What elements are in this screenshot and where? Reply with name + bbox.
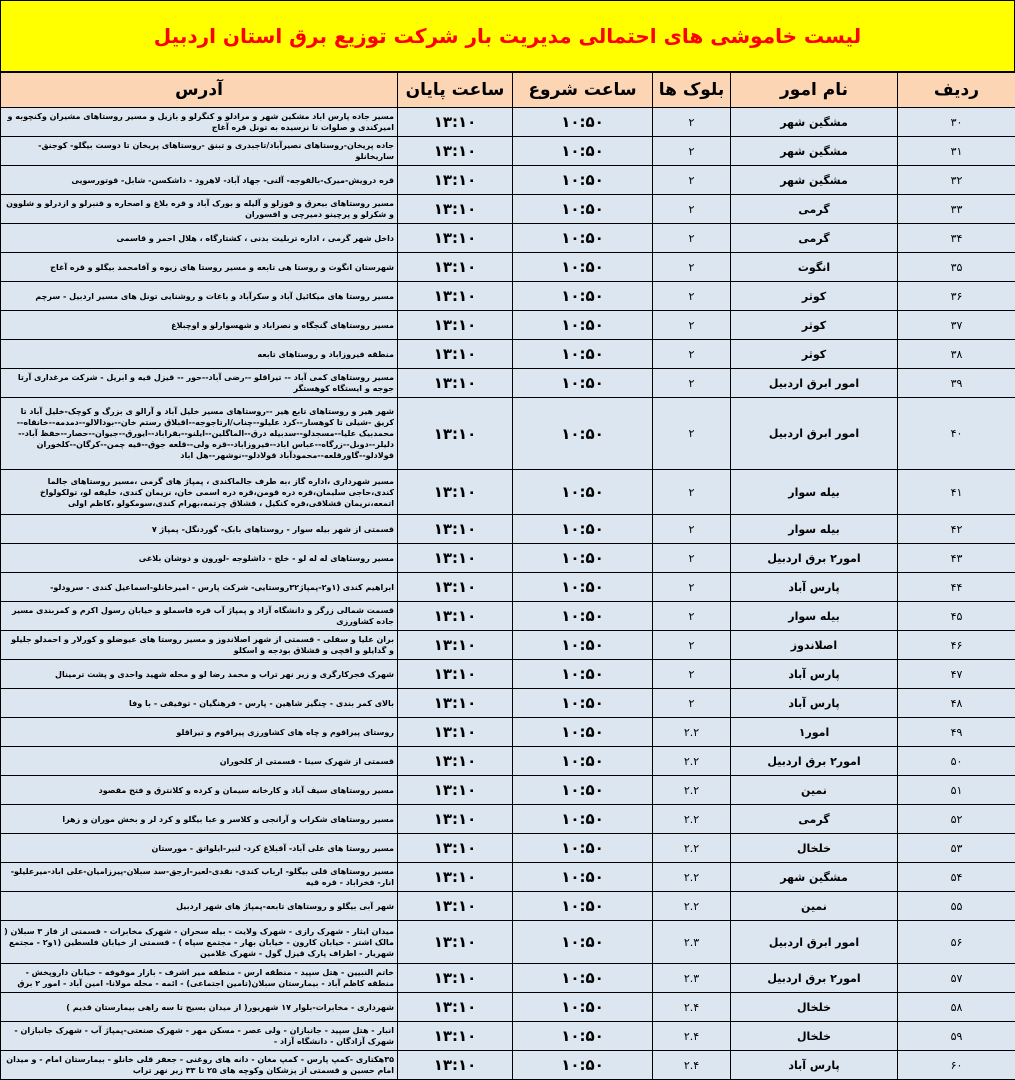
- row-number-cell: ۵۲: [898, 805, 1015, 834]
- table-row: [1, 718, 1015, 747]
- table-row: [1, 470, 1015, 515]
- blocks-cell: ۲.۳: [653, 921, 731, 964]
- address-cell: ۳۵هکتاری -کمپ پارس - کمپ مغان - دانه های روغنی - جعفر قلی خانلو - بیمارستان امام - و میدان امام حسین و قسمتی از پزشکان وکوچه های ۲۵ تا ۳۳ زیر نهر تراب: [1, 1051, 398, 1080]
- row-number-cell: ۳۹: [898, 369, 1015, 398]
- row-number-cell: ۴۹: [898, 718, 1015, 747]
- table-row: [1, 602, 1015, 631]
- end-time-cell: ۱۳:۱۰: [398, 253, 513, 282]
- start-time-cell: ۱۰:۵۰: [513, 747, 653, 776]
- row-number-cell: ۴۳: [898, 544, 1015, 573]
- row-number-cell: ۴۵: [898, 602, 1015, 631]
- area-name-cell: پارس آباد: [731, 573, 898, 602]
- row-number-cell: ۵۳: [898, 834, 1015, 863]
- start-time-cell: ۱۰:۵۰: [513, 166, 653, 195]
- start-time-cell: ۱۰:۵۰: [513, 398, 653, 470]
- table-row: [1, 573, 1015, 602]
- start-time-cell: ۱۰:۵۰: [513, 1022, 653, 1051]
- table-row: [1, 964, 1015, 993]
- end-time-cell: ۱۳:۱۰: [398, 573, 513, 602]
- address-cell: شهرداری - مخابرات-بلوار ۱۷ شهریور( از میدان بسیج تا سه راهی بیمارستان قدیم ): [1, 993, 398, 1022]
- blocks-cell: ۲: [653, 224, 731, 253]
- table-row: [1, 311, 1015, 340]
- area-name-cell: امور۱: [731, 718, 898, 747]
- end-time-cell: ۱۳:۱۰: [398, 892, 513, 921]
- blocks-cell: ۲: [653, 398, 731, 470]
- end-time-cell: ۱۳:۱۰: [398, 398, 513, 470]
- row-number-cell: ۵۰: [898, 747, 1015, 776]
- address-cell: مسیر روستاهای بیعرق و قوزلو و آلیله و بورک آباد و قره بلاغ و اصحاره و قنبرلو و ازدرلو و شلوون و شکرلو و پرچینو دمیرچی و افسوران: [1, 195, 398, 224]
- blocks-cell: ۲: [653, 108, 731, 137]
- end-time-cell: ۱۳:۱۰: [398, 340, 513, 369]
- area-name-cell: خلخال: [731, 834, 898, 863]
- table-row: [1, 398, 1015, 470]
- row-number-cell: ۶۰: [898, 1051, 1015, 1080]
- start-time-cell: ۱۰:۵۰: [513, 573, 653, 602]
- table-row: [1, 544, 1015, 573]
- area-name-cell: خلخال: [731, 1022, 898, 1051]
- area-name-cell: انگوت: [731, 253, 898, 282]
- table-row: [1, 1051, 1015, 1080]
- address-cell: ابراهیم کندی (۱و۲-پمپاژ۳۲روستایی- شرکت پارس - امیرخانلو-اسماعیل کندی - سرودلو-: [1, 573, 398, 602]
- address-cell: مسیر روستاهای گنجگاه و نصراباد و شهسوارلو و اوچبلاغ: [1, 311, 398, 340]
- area-name-cell: کوثر: [731, 282, 898, 311]
- area-name-cell: گرمی: [731, 224, 898, 253]
- address-cell: بران علیا و سفلی - قسمتی از شهر اصلاندوز و مسیر روستا های عیوضلو و کورلار و احمدلو جلیلو و گدایلو و افچی و قشلاق بودجه و اسکلو: [1, 631, 398, 660]
- area-name-cell: نمین: [731, 776, 898, 805]
- table-row: [1, 282, 1015, 311]
- address-cell: روستای پیراقوم و چاه های کشاورزی پیراقوم و تیراقلو: [1, 718, 398, 747]
- area-name-cell: امور۲ برق اردبیل: [731, 964, 898, 993]
- address-cell: مسیر روستاهای کمی آباد -- تیراقلو --رضی آباد--حور -- قیزل قیه و ابریل - شرکت مرغداری آرتا جوجه و ایستگاه کوهستگر: [1, 369, 398, 398]
- end-time-cell: ۱۳:۱۰: [398, 863, 513, 892]
- table-row: [1, 253, 1015, 282]
- table-row: [1, 631, 1015, 660]
- area-name-cell: بیله سوار: [731, 515, 898, 544]
- end-time-cell: ۱۳:۱۰: [398, 834, 513, 863]
- row-number-cell: ۵۹: [898, 1022, 1015, 1051]
- start-time-cell: ۱۰:۵۰: [513, 253, 653, 282]
- area-name-cell: بیله سوار: [731, 470, 898, 515]
- address-cell: مسیر روستاهای شکراب و آرانجی و کلاسر و عبا بیگلو و کرد لر و بخش موران و زهرا: [1, 805, 398, 834]
- end-time-cell: ۱۳:۱۰: [398, 282, 513, 311]
- row-number-cell: ۴۴: [898, 573, 1015, 602]
- area-name-cell: کوثر: [731, 340, 898, 369]
- start-time-cell: ۱۰:۵۰: [513, 544, 653, 573]
- blocks-cell: ۲.۲: [653, 747, 731, 776]
- page-title: لیست خاموشی های احتمالی مدیریت بار شرکت توزیع برق استان اردبیل: [153, 24, 862, 48]
- start-time-cell: ۱۰:۵۰: [513, 195, 653, 224]
- address-cell: بالای کمر بندی - چنگیز شاهین - پارس - فرهنگیان - توفیقی - با وفا: [1, 689, 398, 718]
- blocks-cell: ۲: [653, 369, 731, 398]
- end-time-cell: ۱۳:۱۰: [398, 195, 513, 224]
- end-time-cell: ۱۳:۱۰: [398, 166, 513, 195]
- address-cell: مسیر روستا های علی آباد- آقبلاغ کرد- لنبر-ایلواتق - مورستان: [1, 834, 398, 863]
- row-number-cell: ۳۲: [898, 166, 1015, 195]
- start-time-cell: ۱۰:۵۰: [513, 776, 653, 805]
- table-row: [1, 805, 1015, 834]
- start-time-cell: ۱۰:۵۰: [513, 689, 653, 718]
- row-number-cell: ۵۵: [898, 892, 1015, 921]
- blocks-cell: ۲: [653, 631, 731, 660]
- start-time-cell: ۱۰:۵۰: [513, 311, 653, 340]
- blocks-cell: ۲.۴: [653, 1051, 731, 1080]
- blocks-cell: ۲: [653, 544, 731, 573]
- area-name-cell: پارس آباد: [731, 1051, 898, 1080]
- table-row: [1, 108, 1015, 137]
- table-row: [1, 369, 1015, 398]
- blocks-cell: ۲: [653, 311, 731, 340]
- area-name-cell: نمین: [731, 892, 898, 921]
- start-time-cell: ۱۰:۵۰: [513, 1051, 653, 1080]
- end-time-cell: ۱۳:۱۰: [398, 921, 513, 964]
- table-row: [1, 892, 1015, 921]
- start-time-cell: ۱۰:۵۰: [513, 108, 653, 137]
- area-name-cell: کوثر: [731, 311, 898, 340]
- end-time-cell: ۱۳:۱۰: [398, 776, 513, 805]
- table-row: [1, 340, 1015, 369]
- end-time-cell: ۱۳:۱۰: [398, 137, 513, 166]
- start-time-cell: ۱۰:۵۰: [513, 631, 653, 660]
- address-cell: منطقه فیروزاباد و روستاهای تابعه: [1, 340, 398, 369]
- blocks-cell: ۲.۲: [653, 776, 731, 805]
- row-number-cell: ۴۰: [898, 398, 1015, 470]
- area-name-cell: امور۲ برق اردبیل: [731, 544, 898, 573]
- blocks-cell: ۲.۲: [653, 863, 731, 892]
- address-cell: خاتم النبیین - هتل سپید - منطقه ارس - منطقه میر اشرف - بازار موقوفه - خیابان داروپخش - منطقه کاظم آباد - بیمارستان سبلان(تامین اجتماعی) - ائمه - محله مولانا- امین آباد - امور ۲ برق: [1, 964, 398, 993]
- header-address: آدرس: [1, 73, 398, 108]
- area-name-cell: اصلاندوز: [731, 631, 898, 660]
- address-cell: شهرستان انگوت و روستا هی تابعه و مسیر روستا های زیوه و آقامحمد بیگلو و قره آغاج: [1, 253, 398, 282]
- row-number-cell: ۳۵: [898, 253, 1015, 282]
- start-time-cell: ۱۰:۵۰: [513, 369, 653, 398]
- blocks-cell: ۲.۲: [653, 805, 731, 834]
- address-cell: قسمتی از شهرک سینا - قسمتی از کلخوران: [1, 747, 398, 776]
- row-number-cell: ۴۸: [898, 689, 1015, 718]
- end-time-cell: ۱۳:۱۰: [398, 224, 513, 253]
- table-row: [1, 195, 1015, 224]
- address-cell: شهر هیر و روستاهای تابع هیر --روستاهای مسیر خلیل آباد و آرالو ی بزرگ و کوچک-خلیل آباد تا کریق -شیلی تا کوهسار--کرد علیلو--چناب/ارتاجوجه--اقبلاق رستم خان--بودالالو--دمدمه--خانقاه--محمدبیک علیا--مسجدلو--سدبیله درق--الماگلین--ایلنو--بقراباد--ایورق--جیوان--حصار--حفظ آباد--دلیلر--دوبل--زرگاه--عباس اباد--فیروزاباد--قره ولی--قلعه جوق--قیه چمن--کرگان--کلخوران قولادلو--گاورقلعه--محمودآباد قولادلو--نوشهر--هل اباد: [1, 398, 398, 470]
- address-cell: شهرک فجرکارگری و زیر نهر تراب و محمد رضا لو و محله شهید واحدی و پشت ترمینال: [1, 660, 398, 689]
- table-row: [1, 834, 1015, 863]
- row-number-cell: ۳۴: [898, 224, 1015, 253]
- area-name-cell: خلخال: [731, 993, 898, 1022]
- table-row: [1, 660, 1015, 689]
- address-cell: مسیر شهرداری ،اداره گاز ،به طرف جالماکندی ، پمپاژ های گرمی ،مسیر روستاهای جالما کندی،حاجی سلیمان،قره دره قومن،قره دره اسمی خان، نریمان کندی، خلیفه لو، تولکولواخ اتمعه،نریمان قشلاقی،قره کنکیل ، قشلاق چرتمه،بهرام کندی،سومکولو ،کاظم اولی: [1, 470, 398, 515]
- page-title-bar: [0, 0, 1015, 72]
- outage-table: [0, 72, 1015, 1080]
- table-row: [1, 776, 1015, 805]
- row-number-cell: ۳۸: [898, 340, 1015, 369]
- table-row: [1, 993, 1015, 1022]
- end-time-cell: ۱۳:۱۰: [398, 631, 513, 660]
- blocks-cell: ۲: [653, 340, 731, 369]
- table-header-row: [1, 73, 1015, 108]
- header-row-number: ردیف: [898, 73, 1015, 108]
- row-number-cell: ۵۱: [898, 776, 1015, 805]
- blocks-cell: ۲.۴: [653, 993, 731, 1022]
- address-cell: جاده پریخان-روستاهای نصیرآباد/تاجبدری و تبنق -روستاهای پریخان تا دوست بیگلو- کوجنق- ساریخانلو: [1, 137, 398, 166]
- blocks-cell: ۲: [653, 689, 731, 718]
- address-cell: قسمتی از شهر بیله سوار - روستاهای بابک- گوردنگل- پمپاژ ۷: [1, 515, 398, 544]
- address-cell: مسیر جاده پارس اباد مشکین شهر و مرادلو و کنگرلو و بازیل و مسیر روستاهای مشیران وکنچوبه و امیرکندی و صلوات تا نرسیده به تونل قره آغاج: [1, 108, 398, 137]
- end-time-cell: ۱۳:۱۰: [398, 718, 513, 747]
- area-name-cell: امور ابرق اردبیل: [731, 369, 898, 398]
- start-time-cell: ۱۰:۵۰: [513, 921, 653, 964]
- row-number-cell: ۵۷: [898, 964, 1015, 993]
- area-name-cell: امور ابرق اردبیل: [731, 398, 898, 470]
- table-row: [1, 1022, 1015, 1051]
- blocks-cell: ۲.۳: [653, 964, 731, 993]
- end-time-cell: ۱۳:۱۰: [398, 1051, 513, 1080]
- address-cell: مسیر روستاهای له له لو - خلج - داشلوجه -لورون و دوشان بلاغی: [1, 544, 398, 573]
- start-time-cell: ۱۰:۵۰: [513, 137, 653, 166]
- area-name-cell: گرمی: [731, 805, 898, 834]
- end-time-cell: ۱۳:۱۰: [398, 1022, 513, 1051]
- blocks-cell: ۲: [653, 602, 731, 631]
- row-number-cell: ۴۶: [898, 631, 1015, 660]
- row-number-cell: ۳۳: [898, 195, 1015, 224]
- end-time-cell: ۱۳:۱۰: [398, 964, 513, 993]
- table-row: [1, 224, 1015, 253]
- row-number-cell: ۳۷: [898, 311, 1015, 340]
- row-number-cell: ۵۸: [898, 993, 1015, 1022]
- blocks-cell: ۲.۲: [653, 892, 731, 921]
- area-name-cell: مشگین شهر: [731, 108, 898, 137]
- end-time-cell: ۱۳:۱۰: [398, 660, 513, 689]
- start-time-cell: ۱۰:۵۰: [513, 515, 653, 544]
- address-cell: قره درویش-میرک-بالقوجه- آلنی- جهاد آباد- لاهرود - داشکسن- شابل- قوتورسویی: [1, 166, 398, 195]
- row-number-cell: ۴۲: [898, 515, 1015, 544]
- blocks-cell: ۲: [653, 195, 731, 224]
- row-number-cell: ۳۱: [898, 137, 1015, 166]
- blocks-cell: ۲: [653, 282, 731, 311]
- end-time-cell: ۱۳:۱۰: [398, 602, 513, 631]
- end-time-cell: ۱۳:۱۰: [398, 993, 513, 1022]
- start-time-cell: ۱۰:۵۰: [513, 602, 653, 631]
- end-time-cell: ۱۳:۱۰: [398, 311, 513, 340]
- area-name-cell: مشگین شهر: [731, 137, 898, 166]
- area-name-cell: مشگین شهر: [731, 863, 898, 892]
- start-time-cell: ۱۰:۵۰: [513, 470, 653, 515]
- header-area-name: نام امور: [731, 73, 898, 108]
- start-time-cell: ۱۰:۵۰: [513, 660, 653, 689]
- row-number-cell: ۴۱: [898, 470, 1015, 515]
- row-number-cell: ۵۴: [898, 863, 1015, 892]
- area-name-cell: امور۲ برق اردبیل: [731, 747, 898, 776]
- table-body: [1, 108, 1015, 1080]
- area-name-cell: بیله سوار: [731, 602, 898, 631]
- start-time-cell: ۱۰:۵۰: [513, 718, 653, 747]
- end-time-cell: ۱۳:۱۰: [398, 108, 513, 137]
- table-row: [1, 747, 1015, 776]
- header-blocks: بلوک ها: [653, 73, 731, 108]
- address-cell: انبار - هتل سپید - جانبازان - ولی عصر - مسکن مهر - شهرک صنعتی-پمپاژ آب - شهرک جانبازان - شهرک آزادگان - دانشگاه آزاد -: [1, 1022, 398, 1051]
- address-cell: قسمت شمالی زرگر و دانشگاه آزاد و پمپاژ آب قره قاسملو و خیابان رسول اکرم و کمربندی مسیر جاده کشاورزی: [1, 602, 398, 631]
- address-cell: شهر آبی بیگلو و روستاهای تابعه-پمپاژ های شهر اردبیل: [1, 892, 398, 921]
- table-row: [1, 863, 1015, 892]
- row-number-cell: ۴۷: [898, 660, 1015, 689]
- row-number-cell: ۳۶: [898, 282, 1015, 311]
- area-name-cell: پارس آباد: [731, 689, 898, 718]
- start-time-cell: ۱۰:۵۰: [513, 834, 653, 863]
- table-row: [1, 689, 1015, 718]
- area-name-cell: مشگین شهر: [731, 166, 898, 195]
- address-cell: مسیر روستا های میکائیل آباد و سکرآباد و باغات و روشنایی تونل های مسیر اردبیل - سرچم: [1, 282, 398, 311]
- blocks-cell: ۲: [653, 470, 731, 515]
- end-time-cell: ۱۳:۱۰: [398, 369, 513, 398]
- address-cell: داخل شهر گرمی ، اداره تربلیت بدنی ، کشتارگاه ، هلال احمر و قاسمی: [1, 224, 398, 253]
- blocks-cell: ۲.۲: [653, 834, 731, 863]
- end-time-cell: ۱۳:۱۰: [398, 544, 513, 573]
- row-number-cell: ۵۶: [898, 921, 1015, 964]
- start-time-cell: ۱۰:۵۰: [513, 892, 653, 921]
- area-name-cell: پارس آباد: [731, 660, 898, 689]
- end-time-cell: ۱۳:۱۰: [398, 747, 513, 776]
- table-row: [1, 515, 1015, 544]
- area-name-cell: گرمی: [731, 195, 898, 224]
- address-cell: مسیر روستاهای سیف آباد و کارخانه سیمان و کرده و کلانترق و فتح مقصود: [1, 776, 398, 805]
- start-time-cell: ۱۰:۵۰: [513, 224, 653, 253]
- end-time-cell: ۱۳:۱۰: [398, 689, 513, 718]
- header-end-time: ساعت پایان: [398, 73, 513, 108]
- row-number-cell: ۳۰: [898, 108, 1015, 137]
- blocks-cell: ۲: [653, 515, 731, 544]
- start-time-cell: ۱۰:۵۰: [513, 805, 653, 834]
- blocks-cell: ۲: [653, 253, 731, 282]
- table-row: [1, 921, 1015, 964]
- start-time-cell: ۱۰:۵۰: [513, 282, 653, 311]
- end-time-cell: ۱۳:۱۰: [398, 805, 513, 834]
- address-cell: میدان ایثار - شهرک رازی - شهرک ولایت - بیله سحران - شهرک مخابرات - قسمتی از فاز ۳ سبلان ( مالک اشتر - خیابان کارون - خیابان بهار - مجتمع سپاه ) - قسمتی از خیابان فلسطین (۱و۲ - مجتمع شهریار - اطراف پارک قیزل گول - شهرک غلامین: [1, 921, 398, 964]
- start-time-cell: ۱۰:۵۰: [513, 863, 653, 892]
- start-time-cell: ۱۰:۵۰: [513, 340, 653, 369]
- blocks-cell: ۲.۴: [653, 1022, 731, 1051]
- blocks-cell: ۲: [653, 573, 731, 602]
- address-cell: مسیر روستاهای قلی بیگلو- ارباب کندی- نقدی-لعیر-ارجق-سد سبلان-پیرزامیان-علی اباد-میرعلیلو-انار- فخراباد - قره قیه: [1, 863, 398, 892]
- table-row: [1, 166, 1015, 195]
- blocks-cell: ۲: [653, 660, 731, 689]
- header-start-time: ساعت شروع: [513, 73, 653, 108]
- start-time-cell: ۱۰:۵۰: [513, 993, 653, 1022]
- start-time-cell: ۱۰:۵۰: [513, 964, 653, 993]
- area-name-cell: امور ابرق اردبیل: [731, 921, 898, 964]
- end-time-cell: ۱۳:۱۰: [398, 470, 513, 515]
- blocks-cell: ۲: [653, 137, 731, 166]
- blocks-cell: ۲.۲: [653, 718, 731, 747]
- blocks-cell: ۲: [653, 166, 731, 195]
- table-row: [1, 137, 1015, 166]
- end-time-cell: ۱۳:۱۰: [398, 515, 513, 544]
